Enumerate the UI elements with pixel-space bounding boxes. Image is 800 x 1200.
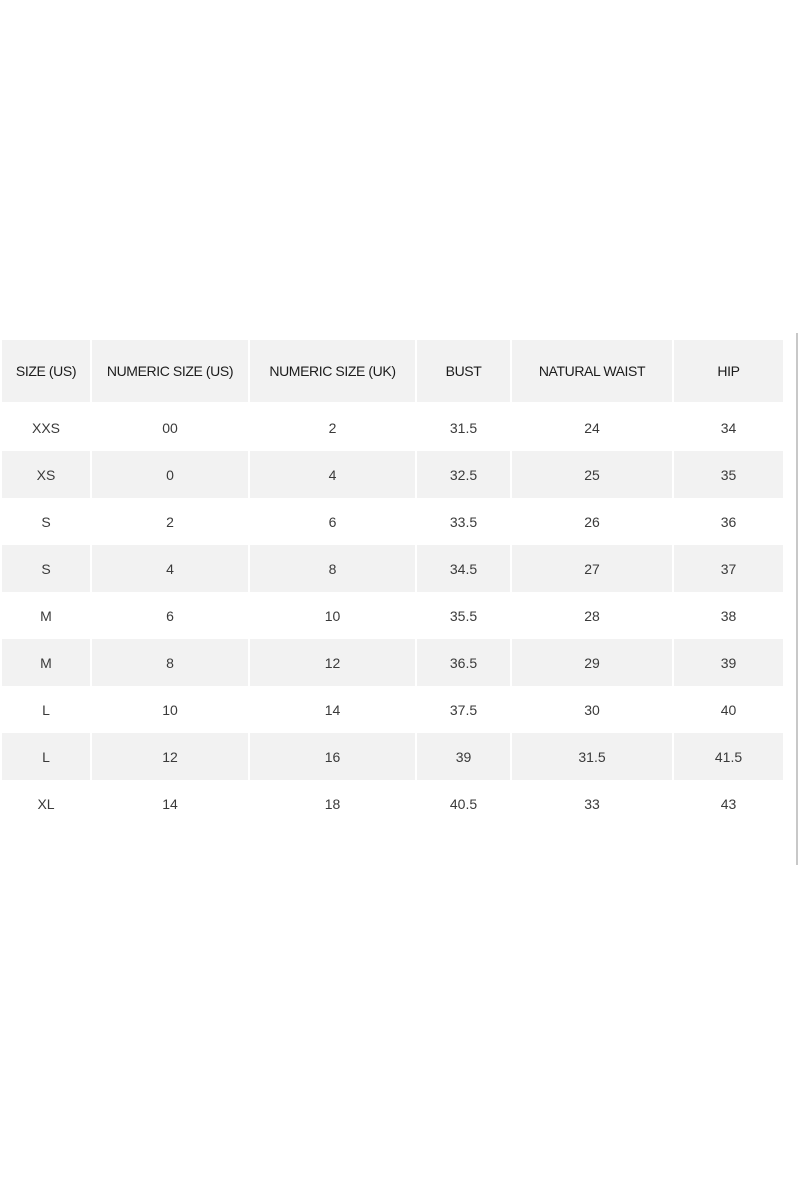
table-row bbox=[2, 639, 783, 686]
cell-size-us: M bbox=[2, 639, 90, 686]
cell-hip: 36 bbox=[672, 498, 783, 545]
cell-natural-waist: 25 bbox=[510, 451, 672, 498]
cell-numeric-size-us: 12 bbox=[90, 733, 248, 780]
cell-hip: 34 bbox=[672, 404, 783, 451]
cell-natural-waist: 31.5 bbox=[510, 733, 672, 780]
cell-size-us: S bbox=[41, 513, 51, 530]
cell-hip: 40 bbox=[672, 686, 783, 733]
cell-bust: 32.5 bbox=[415, 451, 510, 498]
size-chart-header bbox=[2, 340, 783, 404]
size-chart-body bbox=[2, 404, 783, 827]
header-hip: HIP bbox=[672, 340, 783, 404]
header-numeric-size-uk: NUMERIC SIZE (UK) bbox=[248, 340, 415, 404]
table-row bbox=[2, 498, 783, 545]
table-row bbox=[2, 686, 783, 733]
cell-size-us: M bbox=[40, 607, 52, 624]
table-row bbox=[2, 404, 783, 451]
cell-natural-waist: 33 bbox=[510, 780, 672, 827]
cell-bust: 31.5 bbox=[415, 404, 510, 451]
cell-numeric-size-us: 0 bbox=[90, 451, 248, 498]
header-natural-waist: NATURAL WAIST bbox=[510, 340, 672, 404]
header-bust: BUST bbox=[415, 340, 510, 404]
cell-natural-waist: 28 bbox=[510, 592, 672, 639]
cell-bust: 37.5 bbox=[415, 686, 510, 733]
cell-numeric-size-uk: 2 bbox=[248, 404, 415, 451]
cell-numeric-size-us: 2 bbox=[90, 498, 248, 545]
cell-numeric-size-uk: 14 bbox=[248, 686, 415, 733]
cell-bust: 33.5 bbox=[415, 498, 510, 545]
cell-numeric-size-uk: 10 bbox=[248, 592, 415, 639]
cell-size-us: XS bbox=[2, 451, 90, 498]
cell-hip: 37 bbox=[672, 545, 783, 592]
cell-bust: 35.5 bbox=[415, 592, 510, 639]
cell-natural-waist: 30 bbox=[510, 686, 672, 733]
table-row bbox=[2, 545, 783, 592]
table-row bbox=[2, 592, 783, 639]
cell-size-us: XXS bbox=[31, 419, 60, 436]
cell-hip: 38 bbox=[672, 592, 783, 639]
cell-hip: 43 bbox=[672, 780, 783, 827]
cell-numeric-size-uk: 12 bbox=[248, 639, 415, 686]
cell-numeric-size-us: 4 bbox=[90, 545, 248, 592]
table-row bbox=[2, 780, 783, 827]
cell-hip: 35 bbox=[672, 451, 783, 498]
cell-natural-waist: 24 bbox=[510, 404, 672, 451]
size-chart-table bbox=[2, 340, 783, 827]
cell-numeric-size-us: 14 bbox=[90, 780, 248, 827]
cell-size-us: L bbox=[2, 733, 90, 780]
header-numeric-size-us: NUMERIC SIZE (US) bbox=[90, 340, 248, 404]
cell-numeric-size-uk: 18 bbox=[248, 780, 415, 827]
cell-bust: 34.5 bbox=[415, 545, 510, 592]
cell-bust: 36.5 bbox=[415, 639, 510, 686]
cell-bust: 39 bbox=[415, 733, 510, 780]
cell-numeric-size-uk: 6 bbox=[248, 498, 415, 545]
table-row bbox=[2, 451, 783, 498]
cell-numeric-size-us: 6 bbox=[90, 592, 248, 639]
cell-numeric-size-uk: 4 bbox=[248, 451, 415, 498]
cell-size-us: XL bbox=[37, 795, 55, 812]
cell-numeric-size-us: 00 bbox=[90, 404, 248, 451]
cell-natural-waist: 29 bbox=[510, 639, 672, 686]
cell-natural-waist: 27 bbox=[510, 545, 672, 592]
cell-size-us: S bbox=[2, 545, 90, 592]
header-row bbox=[2, 340, 783, 404]
cell-hip: 39 bbox=[672, 639, 783, 686]
cell-natural-waist: 26 bbox=[510, 498, 672, 545]
cell-size-us: L bbox=[42, 701, 50, 718]
cell-hip: 41.5 bbox=[672, 733, 783, 780]
table-row bbox=[2, 733, 783, 780]
cell-bust: 40.5 bbox=[415, 780, 510, 827]
scrollbar-edge-divider bbox=[796, 333, 798, 865]
cell-numeric-size-us: 10 bbox=[90, 686, 248, 733]
header-size-us: SIZE (US) bbox=[2, 340, 90, 404]
cell-numeric-size-uk: 8 bbox=[248, 545, 415, 592]
cell-numeric-size-us: 8 bbox=[90, 639, 248, 686]
cell-numeric-size-uk: 16 bbox=[248, 733, 415, 780]
